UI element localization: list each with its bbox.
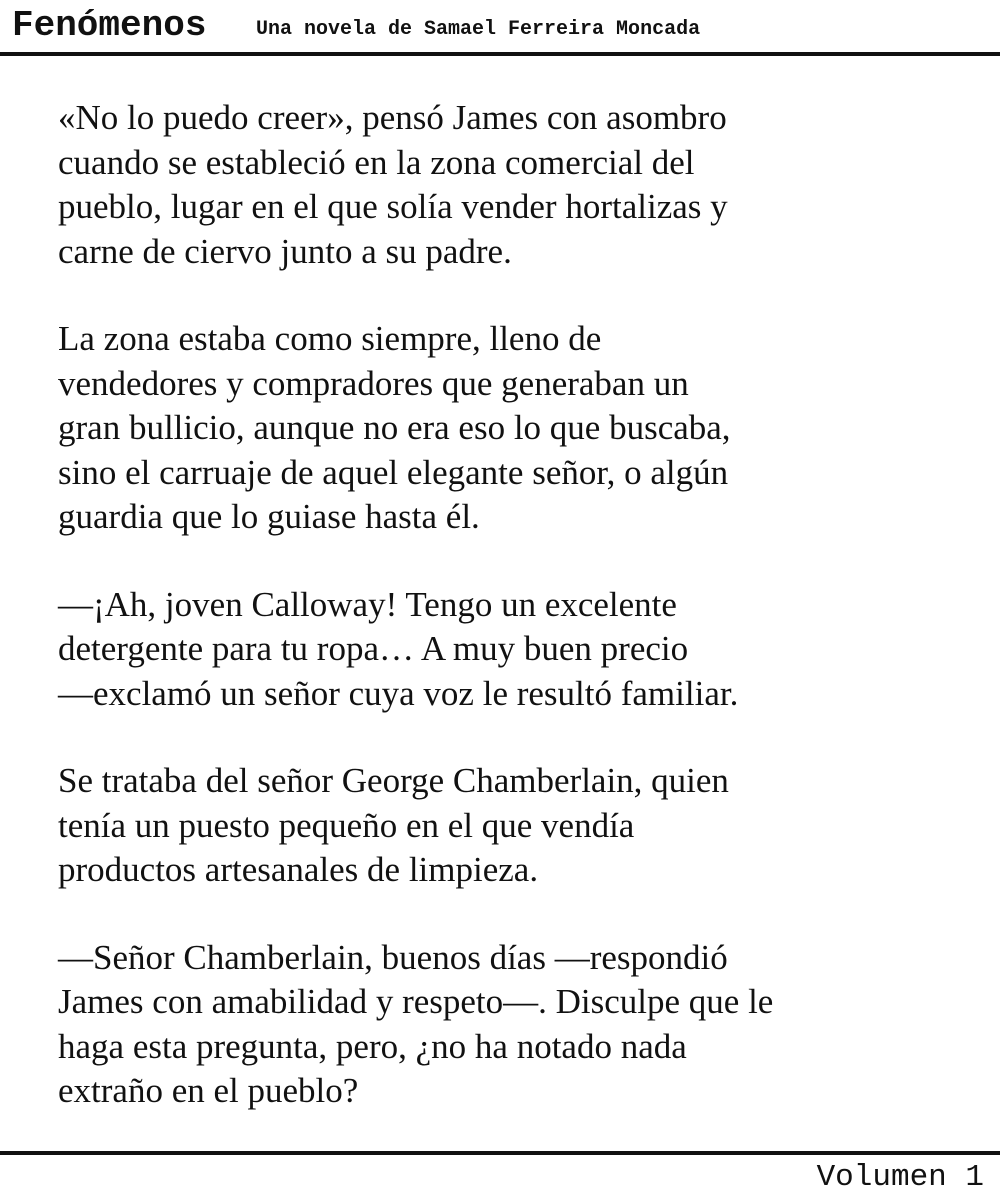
book-subtitle: Una novela de Samael Ferreira Moncada [256, 18, 701, 41]
paragraph: —Señor Chamberlain, buenos días —respondió James con amabilidad y respeto—. Disculpe que le haga esta pregunta, pero, ¿no ha notado nada extraño en el pueblo? [58, 937, 774, 1110]
page-header [0, 0, 1000, 56]
paragraph: Se trataba del señor George Chamberlain, quien tenía un puesto pequeño en el que vendía productos artesanales de limpieza. [58, 761, 729, 889]
paragraph: —¡Ah, joven Calloway! Tengo un excelente detergente para tu ropa… A muy buen precio —exclamó un señor cuya voz le resultó familiar. [58, 584, 739, 713]
paragraph: «No lo puedo creer», pensó James con asombro cuando se estableció en la zona comercial del pueblo, lugar en el que solía vender hortalizas y carne de ciervo junto a su padre. [58, 98, 728, 271]
book-title: Fenómenos [12, 5, 207, 46]
volume-label: Volumen 1 [816, 1160, 984, 1195]
paragraph: La zona estaba como siempre, lleno de vendedores y compradores que generaban un gran bullicio, aunque no era eso lo que buscaba, sino el carruaje de aquel elegante señor, o algún guardia que lo guiase hasta él. [58, 319, 731, 536]
footer-divider [0, 1151, 1000, 1155]
page-body [58, 96, 958, 1114]
